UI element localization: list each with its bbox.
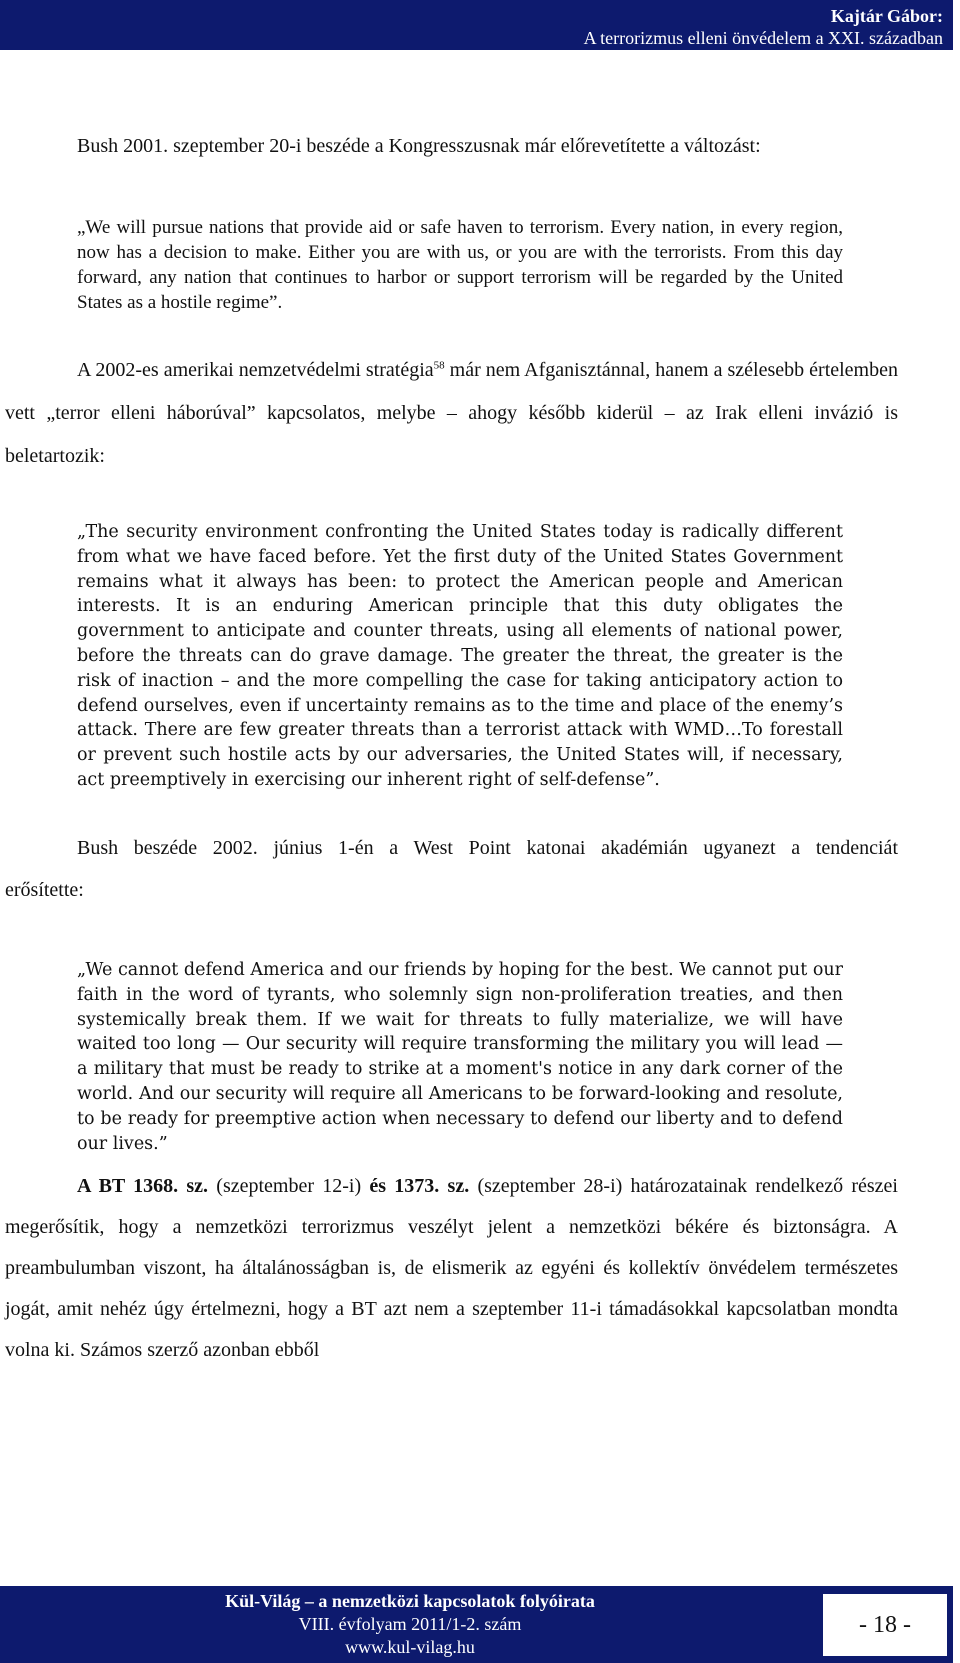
header-title: A terrorizmus elleni önvédelem a XXI. században (583, 28, 943, 48)
page-header (0, 0, 953, 50)
footnote-marker: 58 (433, 359, 445, 372)
resolution-1368: A BT 1368. sz. (77, 1175, 209, 1197)
paragraph-strategy-text-a: A 2002-es amerikai nemzetvédelmi stratégia (77, 359, 434, 381)
footer-journal-info (0, 1590, 820, 1659)
footer-volume: VIII. évfolyam 2011/1-2. szám (298, 1614, 522, 1634)
paragraph-westpoint-line2: erősítette: (5, 879, 84, 901)
quote-bush-2001: „We will pursue nations that provide aid or safe haven to terrorism. Every nation, in every region, now has a decision to make. Either you are with us, or you are with the terrorists. From this day forward, any nation that continues to harbor or support terrorism will be regarded by the United States as a hostile regime”. (77, 217, 843, 313)
paragraph-intro: Bush 2001. szeptember 20-i beszéde a Kongresszusnak már előrevetítette a változást: (77, 135, 761, 157)
paragraph-security-council (5, 1166, 898, 1371)
paragraph-westpoint-line1: Bush beszéde 2002. június 1-én a West Point katonai akadémián ugyanezt a tendenciát (77, 837, 898, 859)
page-number: - 18 - (823, 1594, 947, 1656)
resolution-1373: és 1373. sz. (369, 1175, 470, 1197)
paragraph-strategy-text-b: már nem Afganisztánnal, hanem a szélesebb értelemben vett „terror elleni háborúval” kapcsolatos, melybe – ahogy később kiderül – az Irak elleni invázió is beletartozik: (5, 359, 898, 467)
header-author: Kajtár Gábor: (830, 6, 943, 26)
paragraph-security-council-text-b: (szeptember 28-i) határozatainak rendelkező részei megerősítik, hogy a nemzetközi terrorizmus veszélyt jelent a nemzetközi békére és biztonságra. A preambulumban viszont, ha általánosságban is, de elismerik az egyéni és kollektív önvédelem természetes jogát, amit nehéz úgy értelmezni, hogy a BT azt nem a szeptember 11-i támadásokkal kapcsolatban mondta volna ki. Számos szerző azonban ebből (5, 1175, 898, 1361)
paragraph-security-council-text-a: (szeptember 12-i) (208, 1175, 370, 1197)
footer-journal-title: Kül-Világ – a nemzetközi kapcsolatok folyóirata (225, 1591, 595, 1611)
page-footer (0, 1586, 953, 1663)
paragraph-strategy (5, 349, 898, 478)
footer-url: www.kul-vilag.hu (345, 1637, 475, 1657)
quote-westpoint: „We cannot defend America and our friends by hoping for the best. We cannot put our faith in the word of tyrants, who solemnly sign non-proliferation treaties, and then systemically break them. If we wait for threats to fully materialize, we will have waited too long — Our security will require transforming the military you will lead — a military that must be ready to strike at a moment's notice in any dark corner of the world. And our security will require all Americans to be forward-looking and resolute, to be ready for preemptive action when necessary to defend our liberty and to defend our lives.” (77, 960, 843, 1154)
quote-security-strategy: „The security environment confronting the United States today is radically different from what we have faced before. Yet the first duty of the United States Government remains what it always has been: to protect the American people and American interests. It is an enduring American principle that this duty obligates the government to anticipate and counter threats, using all elements of national power, before the threats can do grave damage. The greater the threat, the greater is the risk of inaction – and the more compelling the case for taking anticipatory action to defend ourselves, even if uncertainty remains as to the time and place of the enemy’s attack. There are few greater threats than a terrorist attack with WMD…To forestall or prevent such hostile acts by our adversaries, the United States will, if necessary, act preemptively in exercising our inherent right of self-defense”. (77, 522, 843, 790)
